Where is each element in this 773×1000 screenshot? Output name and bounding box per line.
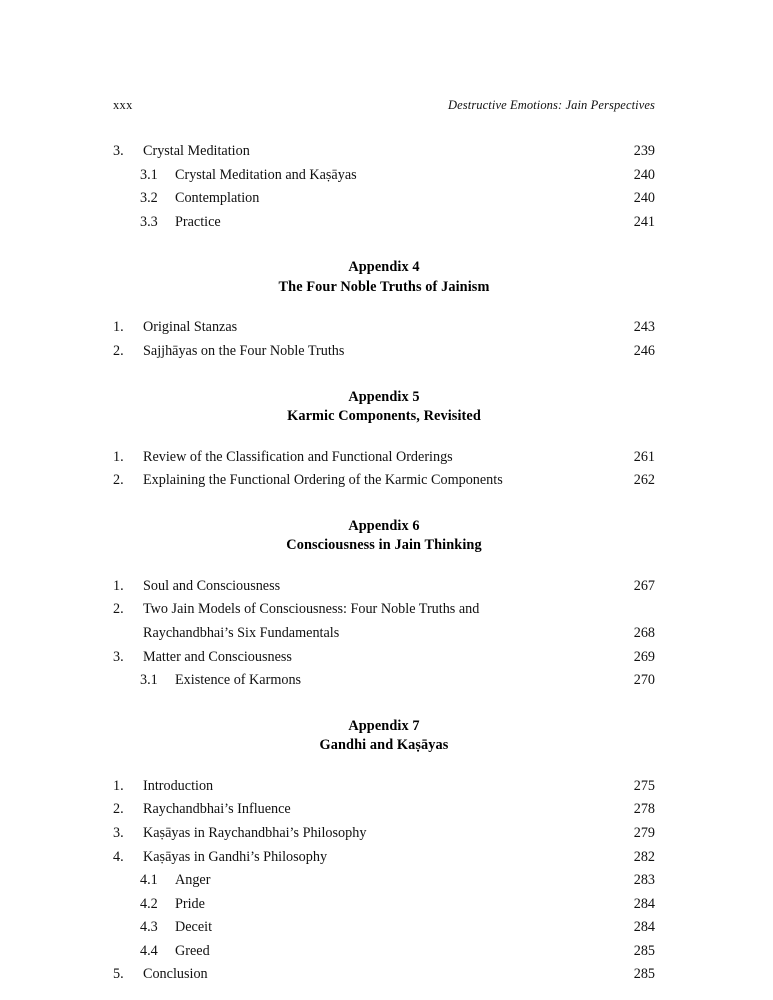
- toc-entry-label: Introduction: [143, 777, 214, 794]
- toc-entry-number: 4.1: [140, 872, 158, 889]
- toc-entry[interactable]: [113, 469, 655, 493]
- toc-entry[interactable]: [113, 187, 655, 211]
- toc-entry-label: Sajjhāyas on the Four Noble Truths: [143, 342, 345, 359]
- toc-list-appendix-1: [113, 446, 655, 493]
- toc-entry-number: 1.: [113, 777, 124, 794]
- toc-entry[interactable]: [113, 575, 655, 599]
- toc-entry-label: Matter and Consciousness: [143, 648, 292, 665]
- toc-entry-label: Practice: [175, 213, 221, 230]
- appendix-heading-title: Consciousness in Jain Thinking: [286, 537, 482, 554]
- toc-entry-label: Deceit: [175, 919, 213, 936]
- toc-entry-page-number: 246: [633, 342, 655, 359]
- spacer: [113, 297, 655, 316]
- toc-entry-label: Explaining the Functional Ordering of the Karmic Components: [143, 472, 503, 489]
- running-head: [113, 98, 655, 113]
- toc-entry-number: 4.: [113, 848, 124, 865]
- toc-entry-label: Conclusion: [143, 966, 208, 983]
- toc-entry[interactable]: [113, 963, 655, 987]
- toc-entry-page-number: 267: [633, 577, 655, 594]
- toc-entry-number: 3.3: [140, 213, 158, 230]
- toc-entry-number: 2.: [113, 601, 124, 618]
- appendix-heading: [113, 717, 655, 756]
- toc-entry-label: Original Stanzas: [143, 319, 238, 336]
- toc-entry[interactable]: [113, 340, 655, 364]
- toc-entry-number: 3.: [113, 648, 124, 665]
- spacer: [113, 427, 655, 446]
- toc-entry-label: Anger: [175, 872, 211, 889]
- appendix-heading: [113, 388, 655, 427]
- spacer: [113, 234, 655, 258]
- appendix-heading: [113, 258, 655, 297]
- appendix-heading-number: Appendix 6: [348, 517, 420, 534]
- toc-entry-page-number: 243: [633, 319, 655, 336]
- toc-entry[interactable]: [113, 646, 655, 670]
- toc-entry-label: Greed: [175, 942, 210, 959]
- running-head-title: Destructive Emotions: Jain Perspectives: [448, 98, 655, 112]
- toc-entry[interactable]: [113, 798, 655, 822]
- toc-entry-number: 4.3: [140, 919, 158, 936]
- toc-entry-number: 1.: [113, 448, 124, 465]
- toc-entry[interactable]: [113, 669, 655, 693]
- toc-entry-number: 4.4: [140, 942, 158, 959]
- toc-entry-page-number: 282: [633, 848, 655, 865]
- toc-entry-label: Crystal Meditation: [143, 143, 250, 159]
- toc-list-continued: [113, 140, 655, 234]
- toc-entry-page-number: 240: [633, 190, 655, 207]
- toc-entry-number: 2.: [113, 472, 124, 489]
- appendix-heading: [113, 517, 655, 556]
- toc-entry-page-number: 278: [633, 801, 655, 818]
- toc-entry[interactable]: [113, 140, 655, 164]
- toc-entry-label: Raychandbhai’s Influence: [143, 801, 291, 818]
- toc-entry[interactable]: [113, 846, 655, 870]
- toc-entry-label-line-2: Raychandbhai’s Six Fundamentals: [143, 624, 340, 641]
- toc-entry-page-number: 268: [633, 624, 655, 641]
- toc-entry-number: 2.: [113, 342, 124, 359]
- toc-entry[interactable]: [113, 775, 655, 799]
- toc-entry-label: Existence of Karmons: [175, 672, 302, 689]
- toc-entry-page-number: 285: [633, 942, 655, 959]
- toc-entry-page-number: 270: [633, 672, 655, 689]
- appendix-heading-title: Karmic Components, Revisited: [287, 408, 481, 425]
- toc-entry-label-line-1: Two Jain Models of Consciousness: Four Noble Truths and: [143, 601, 480, 618]
- toc-entry-number: 3.: [113, 824, 124, 841]
- appendix-heading-number: Appendix 4: [348, 259, 420, 276]
- toc-entry-label: [143, 598, 615, 645]
- toc-entry-number: 4.2: [140, 895, 158, 912]
- appendix-heading-title: The Four Noble Truths of Jainism: [278, 278, 490, 295]
- spacer: [113, 756, 655, 775]
- toc-entry-page-number: 284: [633, 895, 655, 912]
- toc-entry-page-number: 269: [633, 648, 655, 665]
- toc-entry[interactable]: [113, 916, 655, 940]
- spacer: [113, 493, 655, 517]
- toc-list-appendix-0: [113, 316, 655, 363]
- toc-entry-label: Review of the Classification and Functional Orderings: [143, 448, 453, 465]
- toc-entry-number: 3.: [113, 143, 124, 159]
- toc-entry-number: 5.: [113, 966, 124, 983]
- toc-content: [113, 140, 655, 987]
- toc-entry[interactable]: [113, 316, 655, 340]
- toc-entry[interactable]: [113, 446, 655, 470]
- toc-entry[interactable]: [113, 164, 655, 188]
- toc-entry-page-number: 239: [633, 143, 655, 159]
- toc-entry-label: Pride: [175, 895, 205, 912]
- toc-entry[interactable]: [113, 940, 655, 964]
- spacer: [113, 693, 655, 717]
- toc-entry-page-number: 240: [633, 166, 655, 183]
- toc-entry-label: Kaṣāyas in Raychandbhai’s Philosophy: [143, 824, 367, 841]
- toc-sections: [113, 140, 655, 987]
- toc-entry-number: 3.2: [140, 190, 158, 207]
- toc-entry[interactable]: [113, 893, 655, 917]
- toc-entry-page-number: 279: [633, 824, 655, 841]
- page-folio: xxx: [113, 98, 133, 112]
- toc-entry-number: 2.: [113, 801, 124, 818]
- toc-entry-number: 1.: [113, 577, 124, 594]
- toc-entry-number: 1.: [113, 319, 124, 336]
- toc-entry-page-number: 283: [633, 872, 655, 889]
- toc-entry-page-number: 262: [633, 472, 655, 489]
- appendix-heading-number: Appendix 7: [348, 717, 420, 734]
- toc-entry[interactable]: [113, 211, 655, 235]
- toc-entry-number: 3.1: [140, 672, 158, 689]
- toc-entry-label: Kaṣāyas in Gandhi’s Philosophy: [143, 848, 328, 865]
- toc-entry-number: 3.1: [140, 166, 158, 183]
- toc-list-appendix-2: [113, 575, 655, 693]
- toc-entry[interactable]: [113, 822, 655, 846]
- toc-list-appendix-3: [113, 775, 655, 987]
- appendix-heading-title: Gandhi and Kaṣāyas: [319, 737, 449, 754]
- appendix-heading-number: Appendix 5: [348, 388, 420, 405]
- toc-entry-page-number: 241: [633, 213, 655, 230]
- toc-entry-page-number: 275: [633, 777, 655, 794]
- toc-entry[interactable]: [113, 869, 655, 893]
- toc-entry-label: Soul and Consciousness: [143, 577, 281, 594]
- toc-entry-page-number: 285: [633, 966, 655, 983]
- toc-entry-page-number: 261: [633, 448, 655, 465]
- toc-entry-page-number: 284: [633, 919, 655, 936]
- toc-entry-label: Crystal Meditation and Kaṣāyas: [175, 166, 357, 183]
- spacer: [113, 364, 655, 388]
- toc-entry[interactable]: [113, 598, 655, 645]
- spacer: [113, 556, 655, 575]
- toc-entry-label: Contemplation: [175, 190, 260, 207]
